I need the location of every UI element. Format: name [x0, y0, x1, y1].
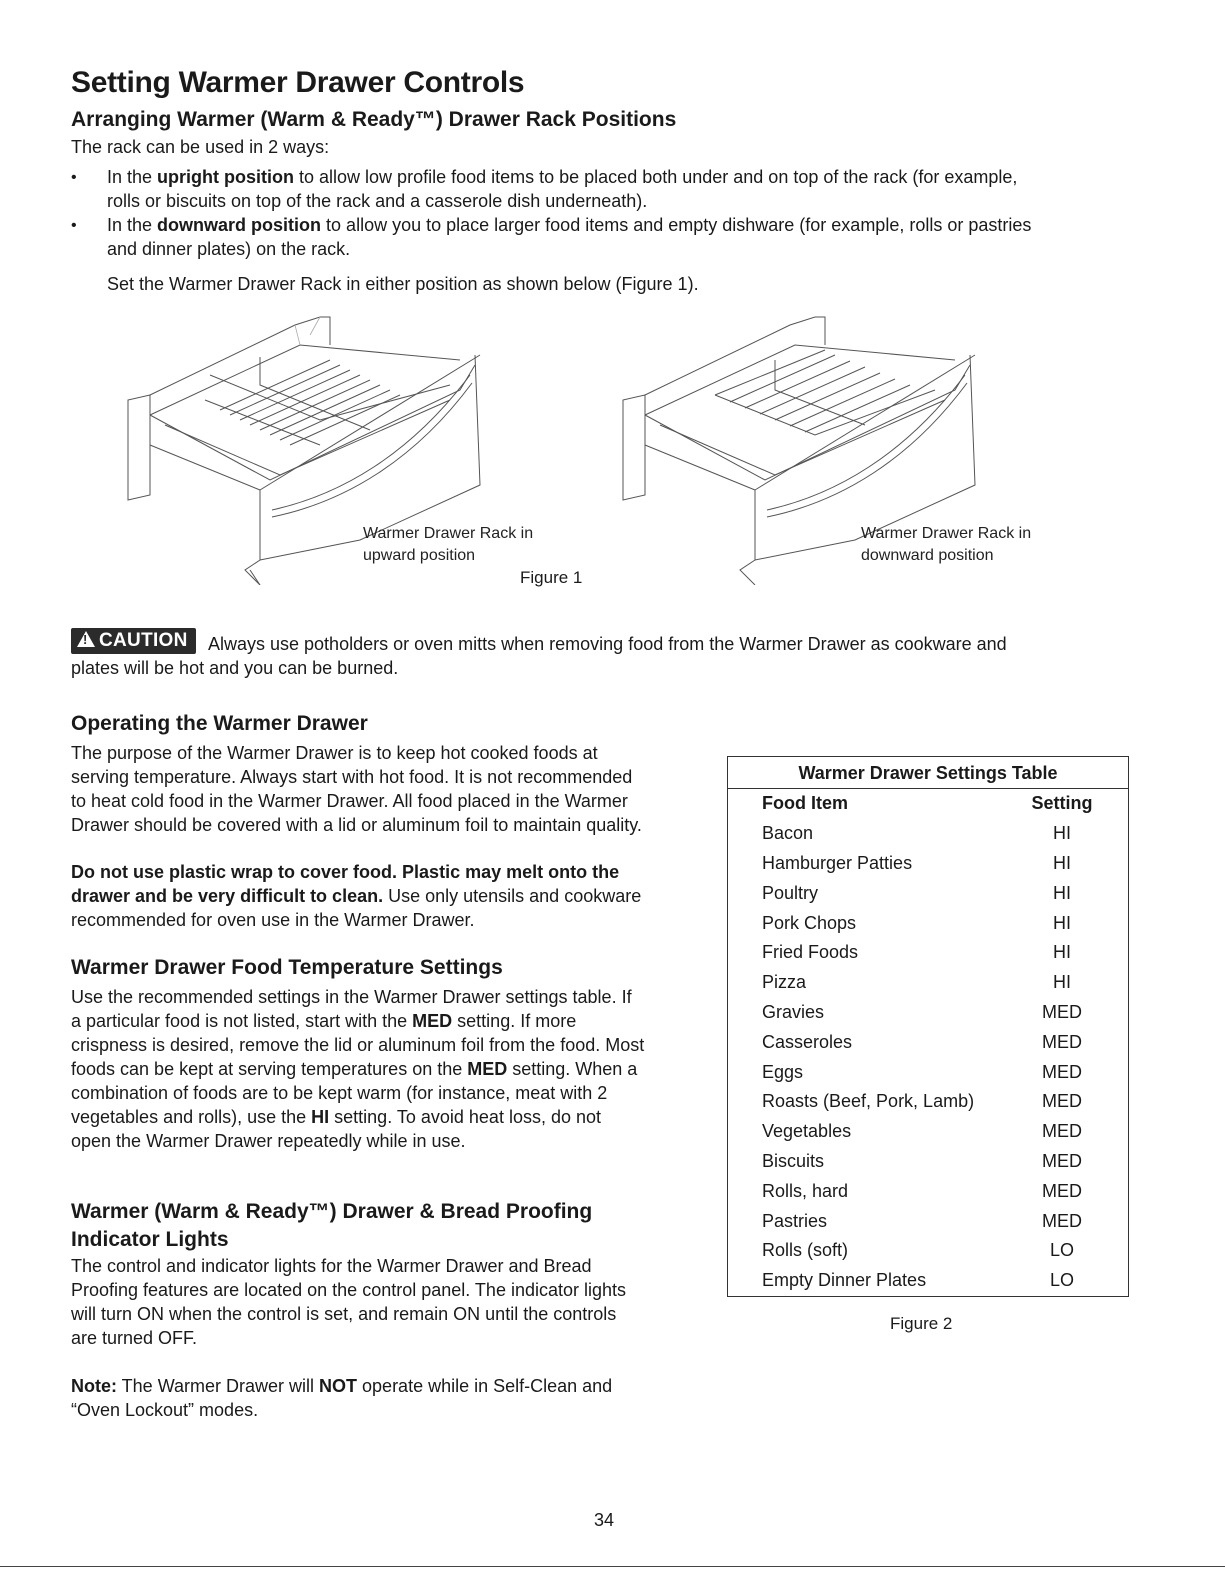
- food-cell: Empty Dinner Plates: [762, 1270, 927, 1291]
- setting-cell: HI: [1053, 912, 1071, 933]
- food-cell: Poultry: [762, 882, 819, 903]
- operating-paragraph: The purpose of the Warmer Drawer is to keep hot cooked foods at serving temperature. Always start with hot food. It is not recommended to heat cold food in the Warmer Drawer. All food placed in the Warmer Drawer should be covered with a lid or aluminum foil to maintain quality.: [71, 743, 642, 835]
- table-row: [728, 1027, 1129, 1057]
- bottom-divider: [0, 1566, 1225, 1567]
- table-row: [728, 1117, 1129, 1147]
- caution-text-line1: Always use potholders or oven mitts when removing food from the Warmer Drawer as cookware and: [208, 634, 1007, 654]
- table-row: [728, 938, 1129, 968]
- figure2-caption: Figure 2: [890, 1314, 953, 1333]
- setting-cell: MED: [1042, 1031, 1082, 1052]
- table-row: [728, 1176, 1129, 1206]
- food-cell: Pastries: [762, 1210, 828, 1231]
- setting-cell: MED: [1042, 1210, 1082, 1231]
- setting-cell: LO: [1049, 1240, 1074, 1261]
- rack-positions-heading: Arranging Warmer (Warm & Ready™) Drawer Rack Positions: [71, 108, 677, 131]
- bullet-upright-line1: In the upright position to allow low profile food items to be placed both under and on top of the rack (for example,: [107, 167, 1018, 187]
- temperature-heading: Warmer Drawer Food Temperature Settings: [71, 956, 503, 979]
- column-header-setting: Setting: [1031, 793, 1093, 814]
- setting-cell: LO: [1049, 1270, 1074, 1291]
- food-cell: Rolls (soft): [762, 1240, 849, 1261]
- table-row: [728, 849, 1129, 879]
- caution-text-line2: plates will be hot and you can be burned.: [71, 658, 399, 678]
- operating-heading: Operating the Warmer Drawer: [71, 712, 368, 735]
- set-rack-instruction: Set the Warmer Drawer Rack in either position as shown below (Figure 1).: [107, 274, 699, 294]
- food-cell: Biscuits: [762, 1150, 825, 1171]
- table-row: [728, 968, 1129, 998]
- table-row: [728, 1266, 1129, 1296]
- food-cell: Eggs: [762, 1061, 804, 1082]
- rack-intro: The rack can be used in 2 ways:: [71, 137, 330, 157]
- caution-badge: !CAUTION: [71, 628, 196, 654]
- setting-cell: HI: [1053, 972, 1071, 993]
- figure1-caption: Figure 1: [520, 568, 583, 587]
- bullet-downward-line2: and dinner plates) on the rack.: [107, 239, 351, 259]
- table-row: [728, 1057, 1129, 1087]
- table-row: [728, 1206, 1129, 1236]
- bullet-icon: •: [71, 169, 77, 186]
- temperature-paragraph: Use the recommended settings in the Warmer Drawer settings table. If a particular food is not listed, start with the MED setting. If more crispness is desired, remove the lid or aluminum foil from the food. Most foods can be kept at serving temperatures on the MED setting. When a combination of foods are to be kept warm (for instance, meat with 2 vegetables and rolls), use the HI setting. To avoid heat loss, do not open the Warmer Drawer repeatedly while in use.: [71, 987, 645, 1151]
- table-row: [728, 1147, 1129, 1177]
- setting-cell: HI: [1053, 942, 1071, 963]
- setting-cell: MED: [1042, 1180, 1082, 1201]
- column-header-food: Food Item: [762, 793, 848, 814]
- table-row: [728, 1087, 1129, 1117]
- food-cell: Bacon: [762, 823, 814, 844]
- food-cell: Pork Chops: [762, 912, 857, 933]
- setting-cell: HI: [1053, 823, 1071, 844]
- figure1-left-label: Warmer Drawer Rack in upward position: [363, 525, 534, 564]
- warning-triangle-icon: [77, 631, 95, 647]
- setting-cell: MED: [1042, 1061, 1082, 1082]
- setting-cell: MED: [1042, 1121, 1082, 1142]
- indicator-paragraph: The control and indicator lights for the Warmer Drawer and Bread Proofing features are located on the control panel. The indicator lights will turn ON when the control is set, and remain ON until the controls are turned OFF.: [71, 1256, 627, 1348]
- food-cell: Vegetables: [762, 1121, 852, 1142]
- food-cell: Casseroles: [762, 1031, 853, 1052]
- table-header-row: [728, 789, 1129, 819]
- setting-cell: HI: [1053, 852, 1071, 873]
- figure1-right-label: Warmer Drawer Rack in downward position: [861, 525, 1032, 564]
- table-row: [728, 819, 1129, 849]
- table-row: [728, 878, 1129, 908]
- page-number: 34: [594, 1510, 615, 1530]
- indicator-heading: Warmer (Warm & Ready™) Drawer & Bread Proofing Indicator Lights: [71, 1200, 593, 1251]
- setting-cell: MED: [1042, 1001, 1082, 1022]
- table-title: Warmer Drawer Settings Table: [728, 757, 1129, 789]
- food-cell: Gravies: [762, 1001, 825, 1022]
- note-paragraph: Note: The Warmer Drawer will NOT operate while in Self-Clean and “Oven Lockout” modes.: [71, 1376, 613, 1420]
- bullet-icon: •: [71, 217, 77, 234]
- food-cell: Pizza: [762, 972, 807, 993]
- table-row: [728, 908, 1129, 938]
- warmer-settings-table: [727, 756, 1129, 1297]
- table-row: [728, 998, 1129, 1028]
- plastic-wrap-warning: Do not use plastic wrap to cover food. Plastic may melt onto the drawer and be very difficult to clean. Use only utensils and cookware recommended for oven use in the Warmer Drawer.: [71, 862, 642, 930]
- bullet-downward-line1: In the downward position to allow you to place larger food items and empty dishware (for example, rolls or pastries: [107, 215, 1032, 235]
- setting-cell: MED: [1042, 1091, 1082, 1112]
- food-cell: Rolls, hard: [762, 1180, 849, 1201]
- food-cell: Fried Foods: [762, 942, 859, 963]
- bullet-upright-line2: rolls or biscuits on top of the rack and a casserole dish underneath).: [107, 191, 648, 211]
- table-row: [728, 1236, 1129, 1266]
- page-title: Setting Warmer Drawer Controls: [71, 66, 525, 99]
- food-cell: Hamburger Patties: [762, 852, 913, 873]
- food-cell: Roasts (Beef, Pork, Lamb): [762, 1091, 975, 1112]
- setting-cell: MED: [1042, 1150, 1082, 1171]
- setting-cell: HI: [1053, 882, 1071, 903]
